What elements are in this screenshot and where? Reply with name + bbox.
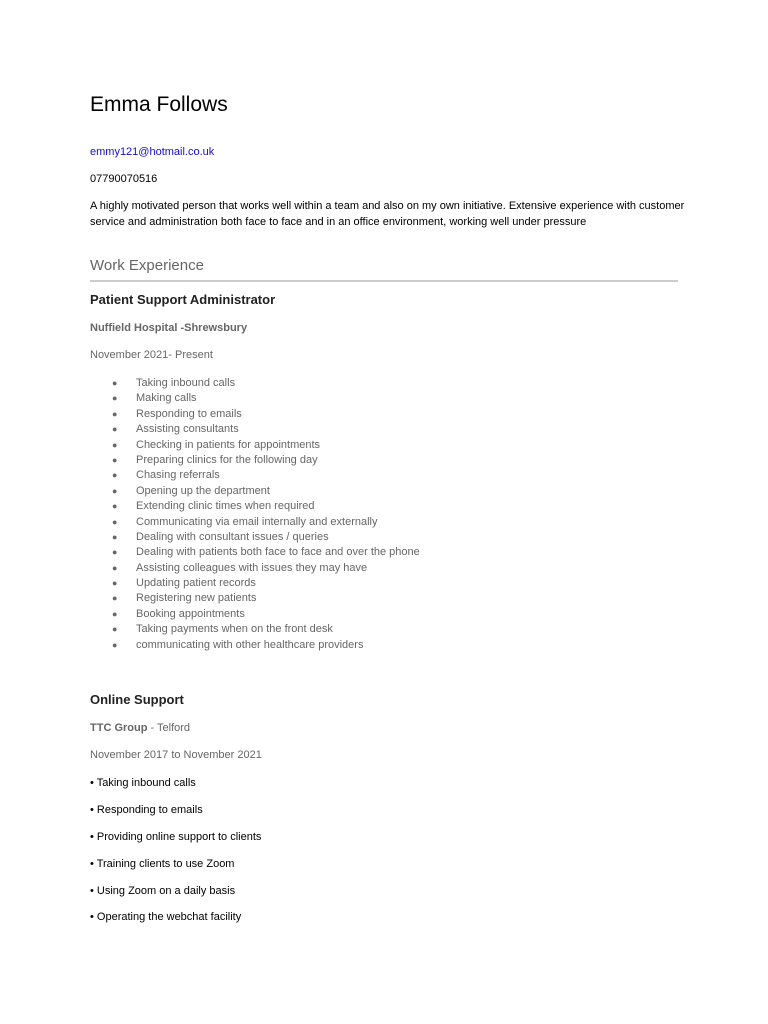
company-name [90,321,247,335]
bullet-icon: ● [112,624,118,635]
list-item: ● Updating patient records [90,576,420,591]
section-divider [90,280,678,282]
list-item: ● Registering new patients [90,591,420,606]
list-item: ● Preparing clinics for the following day [90,453,420,468]
list-item: • Providing online support to clients [90,830,262,843]
phone-number: 07790070516 [90,173,158,185]
bullet-icon: ● [112,578,118,589]
bullet-icon: ● [112,485,118,496]
list-item: ● communicating with other healthcare providers [90,638,420,653]
bullet-icon: ● [112,393,118,404]
bullet-icon: ● [112,593,118,604]
list-item: ● Chasing referrals [90,468,420,483]
list-item: • Operating the webchat facility [90,911,242,924]
company-name [90,721,190,735]
employment-dates: November 2021- Present [90,349,213,361]
email-link[interactable]: emmy121@hotmail.co.uk [90,146,215,158]
bullet-icon: ● [112,531,118,542]
bullet-icon: ● [112,470,118,481]
list-item: ● Dealing with consultant issues / queries [90,530,420,545]
list-item: ● Opening up the department [90,484,420,499]
bullet-icon: ● [112,378,118,388]
bullet-icon: ● [112,408,118,419]
list-item: ● Checking in patients for appointments [90,438,420,453]
company-location: - Telford [147,722,191,734]
list-item: ● Responding to emails [90,407,420,422]
bullet-icon: ● [112,639,118,650]
list-item: • Training clients to use Zoom [90,857,235,870]
list-item: ● Dealing with patients both face to face and over the phone [90,545,420,560]
list-item: ● Assisting consultants [90,422,420,437]
company-org: TTC Group [90,722,148,734]
list-item: • Using Zoom on a daily basis [90,884,236,897]
list-item: ● Extending clinic times when required [90,499,420,514]
list-item: ● Making calls [90,391,420,406]
list-item: ● Taking inbound calls [90,376,420,391]
bullet-icon: ● [112,439,118,450]
bullet-icon: ● [112,424,118,435]
bullet-icon: ● [112,608,118,619]
company-org: Nuffield Hospital -Shrewsbury [90,322,248,334]
bullet-icon: ● [112,516,118,527]
job-title: Patient Support Administrator [90,292,276,307]
list-item: ● Assisting colleagues with issues they may have [90,561,420,576]
bullet-icon: ● [112,501,118,512]
work-experience-heading: Work Experience [90,257,204,274]
duties-list [90,776,261,937]
profile-summary: A highly motivated person that works well within a team and also on my own initiative. Extensive experience with customer service and administration both face to face and in an office environment, working well under pressure [90,200,685,228]
list-item: ● Communicating via email internally and externally [90,515,420,530]
bullet-icon: ● [112,547,118,558]
list-item: • Taking inbound calls [90,777,196,789]
list-item: ● Booking appointments [90,607,420,622]
job-title: Online Support [90,692,184,707]
candidate-name: Emma Follows [90,93,228,116]
duties-list [90,376,420,653]
bullet-icon: ● [112,454,118,465]
bullet-icon: ● [112,562,118,573]
list-item: • Responding to emails [90,803,203,816]
employment-dates: November 2017 to November 2021 [90,749,262,761]
list-item: ● Taking payments when on the front desk [90,622,420,637]
